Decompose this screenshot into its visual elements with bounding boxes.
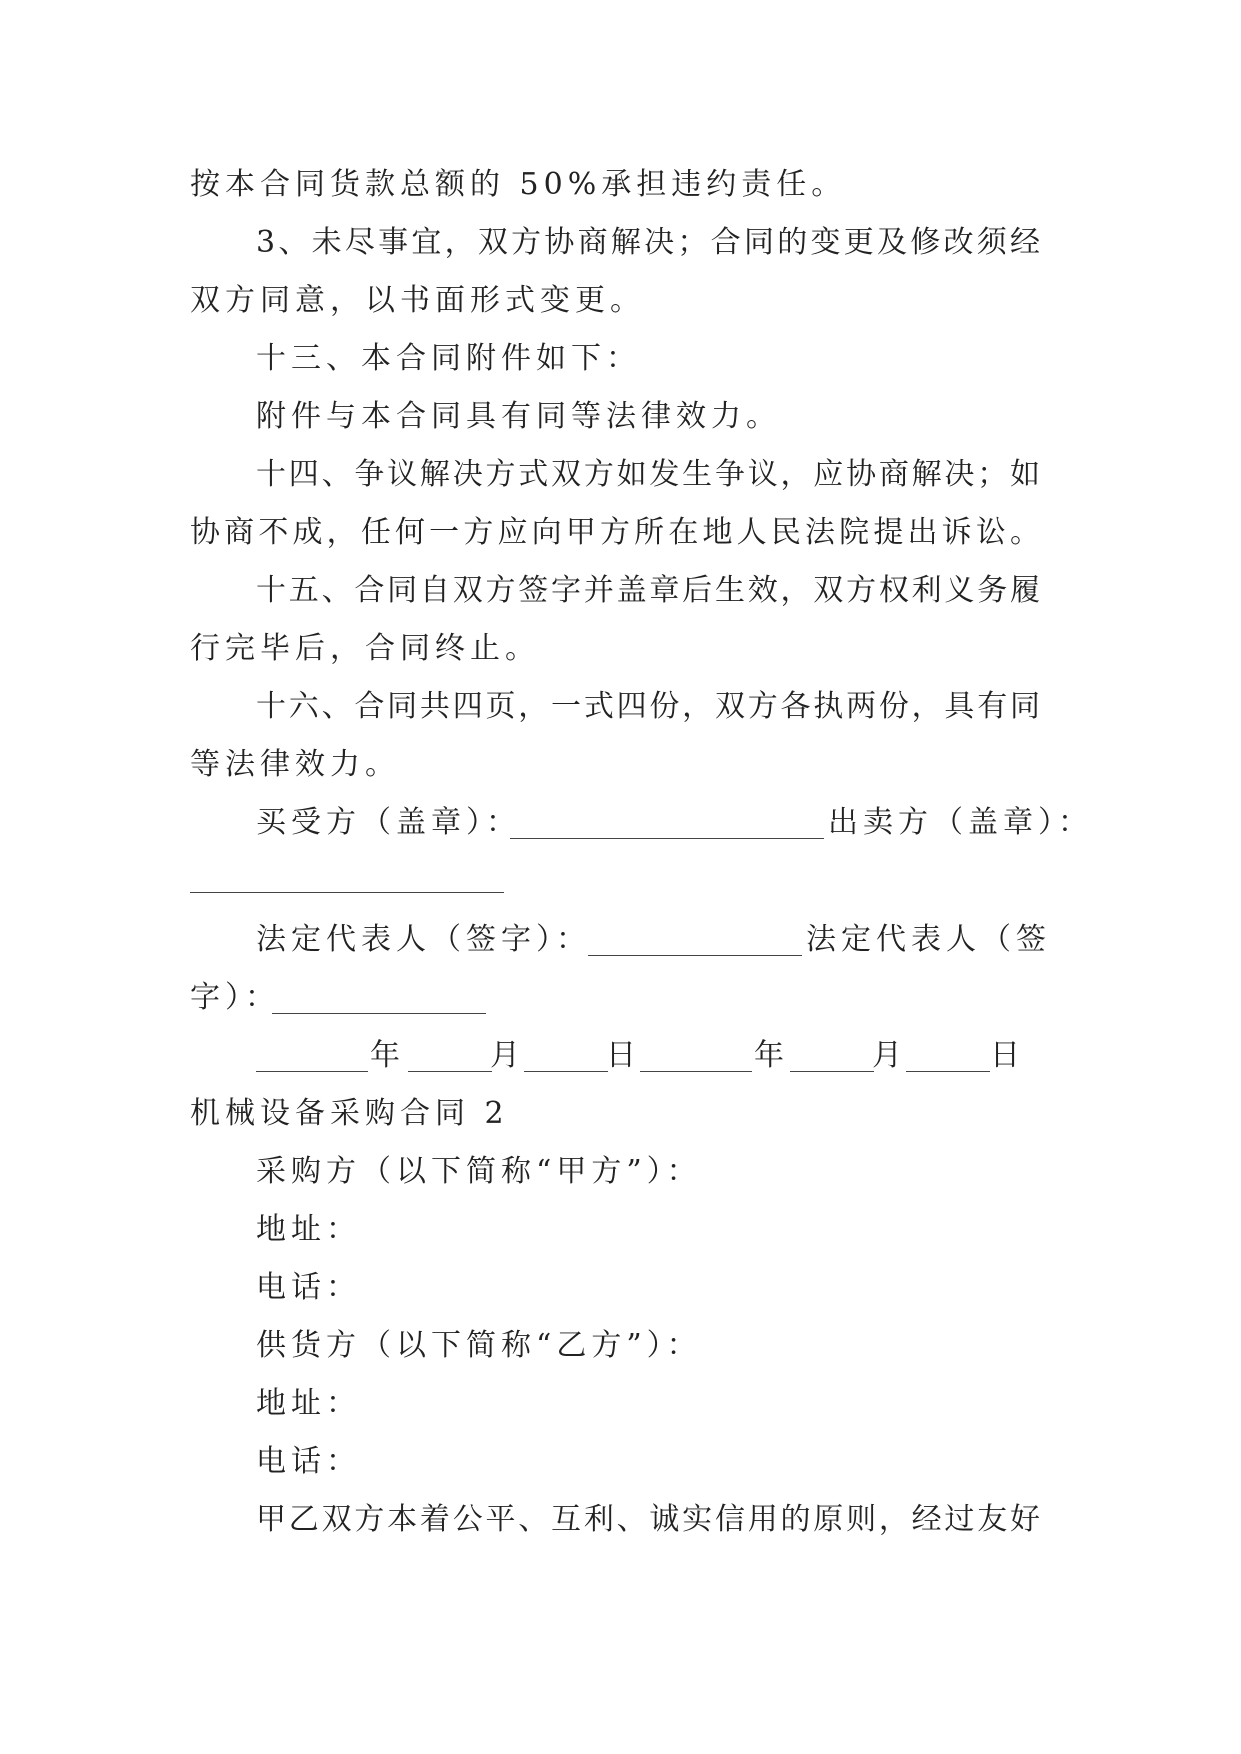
date-month-blank-1[interactable] [408, 1071, 492, 1072]
seller-seal-label: 出卖方（盖章）： [828, 805, 1093, 840]
buyer-rep-label: 法定代表人（签字）： [256, 922, 591, 957]
buyer-seal-label: 买受方（盖章）： [256, 805, 521, 840]
supplier-line: 供货方（以下简称“乙方”）： [256, 1328, 702, 1363]
buyer-phone: 电话： [256, 1270, 361, 1305]
date-year-label-1: 年 [370, 1038, 405, 1073]
text-line: 十四、争议解决方式双方如发生争议，应协商解决；如 [256, 457, 1040, 492]
date-day-blank-2[interactable] [906, 1071, 990, 1072]
seller-seal-blank[interactable] [190, 892, 504, 893]
date-year-blank-2[interactable] [640, 1071, 752, 1072]
text-line: 等法律效力。 [190, 747, 400, 782]
text-line: 甲乙双方本着公平、互利、诚实信用的原则，经过友好 [256, 1502, 1040, 1537]
section-heading: 十三、本合同附件如下： [256, 341, 641, 376]
buyer-rep-blank[interactable] [588, 955, 802, 956]
date-day-label-1: 日 [606, 1038, 641, 1073]
text-line: 双方同意，以书面形式变更。 [190, 283, 645, 318]
text-line: 按本合同货款总额的 50%承担违约责任。 [190, 167, 847, 202]
date-month-label-1: 月 [490, 1038, 525, 1073]
seller-rep-label: 法定代表人（签 [806, 922, 1051, 957]
buyer-line: 采购方（以下简称“甲方”）： [256, 1154, 702, 1189]
seller-rep-blank[interactable] [272, 1013, 486, 1014]
text-line: 十六、合同共四页，一式四份，双方各执两份，具有同 [256, 689, 1040, 724]
text-line: 协商不成，任何一方应向甲方所在地人民法院提出诉讼。 [190, 515, 1040, 550]
date-year-label-2: 年 [754, 1038, 789, 1073]
supplier-phone: 电话： [256, 1444, 361, 1479]
contract-title: 机械设备采购合同 2 [190, 1096, 509, 1131]
date-year-blank-1[interactable] [256, 1071, 368, 1072]
seller-rep-label-cont: 字）： [190, 980, 280, 1015]
date-month-blank-2[interactable] [790, 1071, 874, 1072]
text-line: 十五、合同自双方签字并盖章后生效，双方权利义务履 [256, 573, 1040, 608]
text-line: 附件与本合同具有同等法律效力。 [256, 399, 781, 434]
supplier-address: 地址： [256, 1386, 361, 1421]
date-month-label-2: 月 [872, 1038, 907, 1073]
date-day-blank-1[interactable] [524, 1071, 608, 1072]
date-day-label-2: 日 [990, 1038, 1025, 1073]
buyer-seal-blank[interactable] [510, 838, 824, 839]
text-line: 3、未尽事宜，双方协商解决；合同的变更及修改须经 [256, 225, 1040, 260]
text-line: 行完毕后，合同终止。 [190, 631, 540, 666]
buyer-address: 地址： [256, 1212, 361, 1247]
